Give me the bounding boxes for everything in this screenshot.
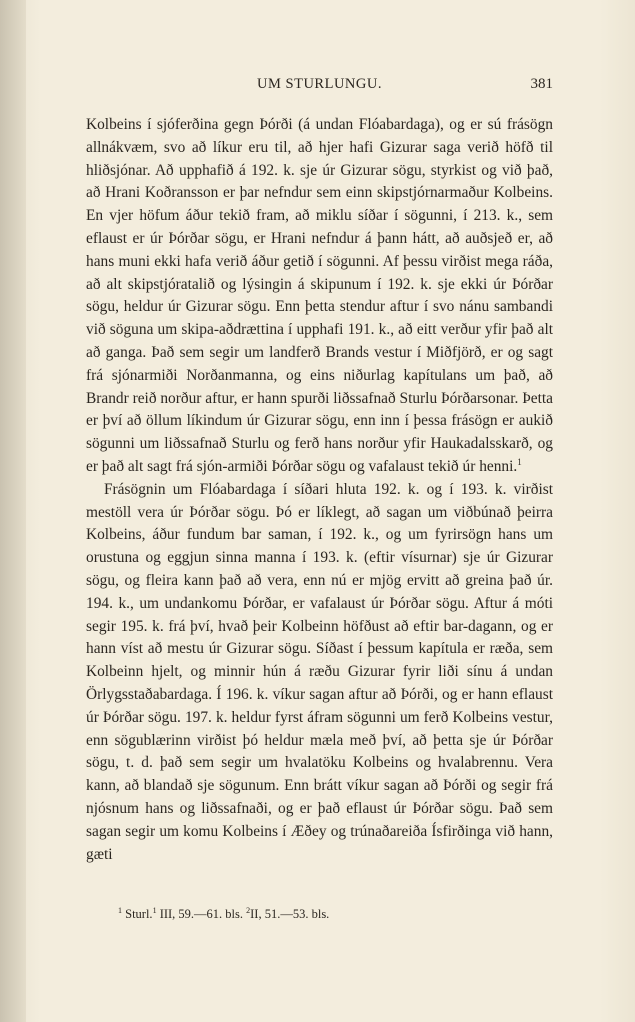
- page-header: [86, 76, 553, 100]
- paragraph-1: [86, 114, 553, 479]
- footnote-2-text: II, 51.—53. bls.: [250, 907, 330, 921]
- footnote-mark-2: 2: [246, 906, 251, 915]
- footnote-separator: [86, 900, 553, 901]
- footnote-1-text-b: III, 59.—61. bls.: [156, 907, 247, 921]
- running-title: UM STURLUNGU.: [257, 76, 382, 92]
- paragraph-2-text: Frásögnin um Flóabardaga í síðari hluta 192. k. og í 193. k. virðist mestöll vera úr Þórðar sögu. Þó er líklegt, að sagan um viðbúnað þeirra Kolbeins, áður fundum bar saman, í 192. k., og um fyrirsögn hans um orustuna og eggjun sinna manna í 193. k. (eftir vísurnar) sje úr Gizurar sögu, og fleira kann það að vera, enn nú er mjög ervitt að greina það úr. 194. k., um undankomu Þórðar, er vafalaust úr Þórðar sögu. Aftur á móti segir 195. k. frá því, hvað þeir Kolbeinn höfðust að eftir bar-dagann, og er hann víst að mestu úr Gizurar sögu. Síðast í þessum kapítula er ræða, sem Kolbeinn hjelt, og minnir hún á ræðu Gizurar fyrir liði sínu á undan Örlygsstaðabardaga. Í 196. k. víkur sagan aftur að Þórði, og er hann eflaust úr Þórðar sögu. 197. k. heldur fyrst áfram sögunni um ferð Kolbeins vestur, enn sögublærinn virðist þó heldur mæla með því, að þetta sje úr Þórðar sögu, t. d. það sem segir um hvalatöku Kolbeins og hvalabrennu. Vera kann, að blandað sje sögunum. Enn brátt víkur sagan að Þórði og segir frá njósnum hans og liðssafnaði, og er það eflaust úr Þórðar sögu. Það sem sagan segir um komu Kolbeins í Æðey og trúnaðareiða Ísfirðinga við hann, gæti: [86, 480, 553, 863]
- footnotes: [86, 906, 553, 922]
- footnote-1-text: Sturl.: [125, 907, 153, 921]
- page-gutter: [0, 0, 26, 1022]
- paragraph-1-text: Kolbeins í sjóferðina gegn Þórði (á undan Flóabardaga), og er sú frásögn allnákvæm, svo að líkur eru til, að hjer hafi Gizurar saga verið höfð til hliðsjónar. Að upphafið á 192. k. sje úr Gizurar sögu, styrkist og við það, að Hrani Koðransson er þar nefndur sem einn skipstjórnarmaður Kolbeins. En vjer höfum áður tekið fram, að miklu síðar í sögunni, í 213. k., sem eflaust er úr Þórðar sögu, er Hrani nefndur á þann hátt, að auðsjeð er, að hans muni ekki hafa verið áður getið í sögunni. Af þessu virðist mega ráða, að alt skipstjóratalið og lýsingin á skipunum í 192. k. sje ekki úr Þórðar sögu, heldur úr Gizurar sögu. Enn þetta stendur aftur í svo nánu sambandi við söguna um skipa-aðdrættina í upphafi 191. k., að eitt verður yfir það alt að ganga. Það sem segir um landferð Brands vestur í Miðfjörð, er og sagt frá sjónarmiði Norðanmanna, og eins niðurlag kapítulans um það, að Brandr reið norður aftur, er hann spurði liðssafnað Sturlu Þórðarsonar. Þetta er því að öllum líkindum úr Gizurar sögu, enn inn í þessa frásögn er aukið sögunni um liðssafnað Sturlu og ferð hans norður yfir Haukadalsskarð, og er það alt sagt frá sjón-armiði Þórðar sögu og vafalaust tekið úr henni.: [86, 116, 553, 475]
- footnote-1-sup: 1: [152, 906, 157, 915]
- footnote-reference-1: 1: [517, 456, 522, 467]
- body-text: [86, 114, 553, 866]
- footnote-mark-1: 1: [118, 906, 122, 915]
- paragraph-2: [86, 479, 553, 867]
- page-number: 381: [530, 76, 553, 92]
